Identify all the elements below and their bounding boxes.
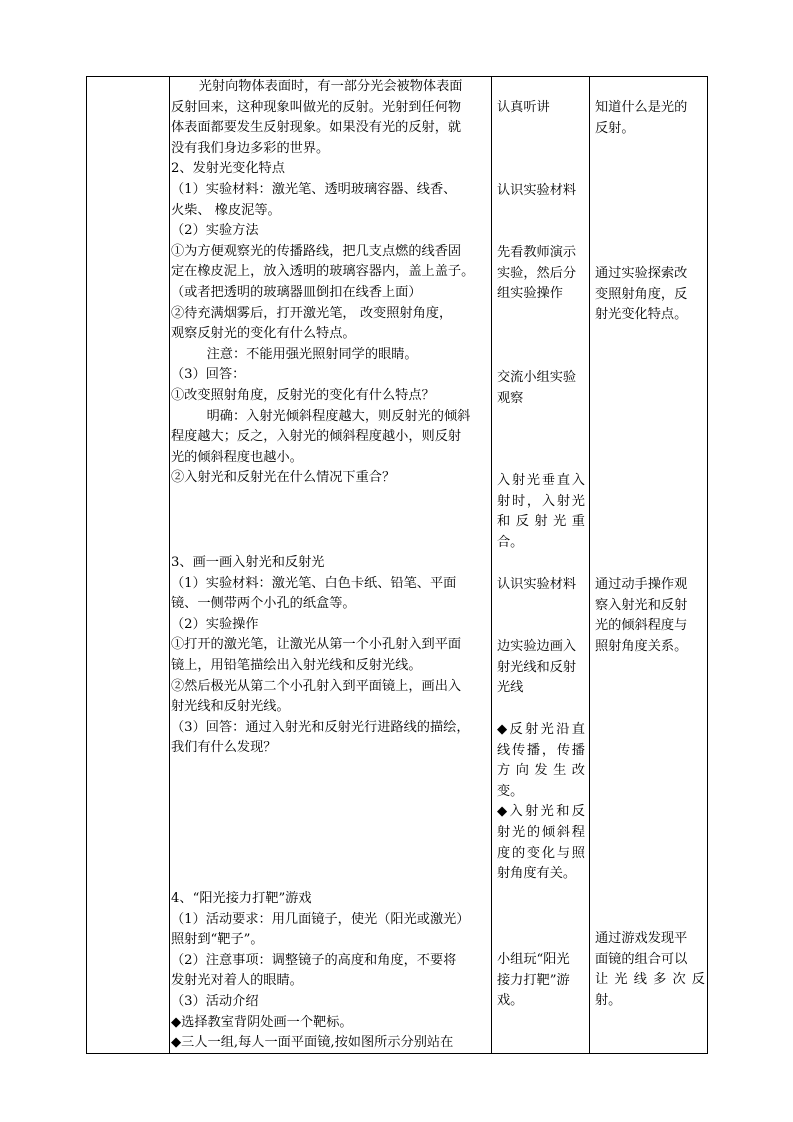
text-line: （3）回答：通过入射光和反射光行进路线的描绘， — [171, 719, 470, 735]
intent-text: 知道什么是光的 — [595, 100, 688, 115]
text-line: 明确：入射光倾斜程度越大，则反射光的倾斜 — [206, 408, 471, 424]
student-text: 射光的倾斜程 — [497, 824, 585, 840]
intent-text: 通过游戏发现平 — [595, 931, 688, 946]
text-line: （或者把透明的玻璃器皿倒扣在线香上面） — [171, 284, 422, 300]
text-line: 照射到“靶子”。 — [171, 932, 264, 948]
text-line: 镜上，用铅笔描绘出入射光线和反射光线。 — [171, 657, 422, 673]
student-text: 认识实验材料 — [497, 183, 577, 198]
question-line: ①改变照射角度，反射光的变化有什么特点？ — [171, 387, 435, 403]
intent-text: 反射。 — [595, 120, 635, 136]
text-line: 定在橡皮泥上，放入透明的玻璃容器内，盖上盖子。 — [171, 264, 475, 280]
text-line: 程度越大；反之，入射光的倾斜程度越小，则反射 — [171, 429, 462, 445]
student-text: 变。 — [497, 783, 524, 799]
note-line: 注意：不能用强光照射同学的眼睛。 — [206, 346, 418, 362]
text-line: ②然后极光从第二个小孔射入到平面镜上，画出入 — [171, 678, 462, 694]
intro-line: 光射向物体表面时，有一部分光会被物体表面 — [198, 79, 463, 94]
text-line: （2）注意事项：调整镜子的高度和角度，不要将 — [171, 952, 457, 968]
intent-text: 变照射角度，反 — [595, 286, 688, 302]
student-text: 认真听讲 — [497, 100, 550, 115]
text-line: （3）回答： — [171, 367, 246, 383]
section-title: 3、画一画入射光和反射光 — [171, 555, 325, 570]
student-text: 观察 — [497, 390, 524, 406]
text-line: （2）实验方法 — [171, 223, 259, 239]
intent-text: 通过实验探索改 — [595, 266, 688, 281]
text-line: 镜、一侧带两个小孔的纸盒等。 — [171, 596, 356, 612]
text-line: （1）活动要求：用几面镜子，使光（阳光或激光） — [171, 911, 470, 927]
section-title: 4、“阳光接力打靶”游戏 — [171, 891, 312, 906]
student-text: ◆入射光和反 — [497, 804, 585, 820]
text-line: 射光线和反射光线。 — [171, 699, 290, 715]
bullet-line: ◆选择教室背阴处画一个靶标。 — [171, 1014, 353, 1030]
student-text: 认识实验材料 — [497, 577, 577, 592]
text-line: 观察反射光的变化有什么特点。 — [171, 326, 356, 342]
student-text: ◆反射光沿直 — [497, 722, 585, 737]
student-text: 先看教师演示 — [497, 245, 577, 260]
student-text: 射时，入射光 — [497, 493, 585, 509]
student-text: 合。 — [497, 534, 524, 550]
intent-text: 射光变化特点。 — [595, 307, 688, 323]
bullet-line: ◆三人一组,每人一面平面镜,按如图所示分别站在 — [171, 1035, 454, 1051]
intent-text: 察入射光和反射 — [595, 597, 688, 613]
text-line: ①为方便观察光的传播路线，把几支点燃的线香固 — [171, 243, 462, 259]
text-line: 火柴、 橡皮泥等。 — [171, 202, 281, 218]
intro-line: 没有我们身边多彩的世界。 — [171, 140, 330, 156]
intent-text: 照射角度关系。 — [595, 638, 688, 654]
student-text: 射光线和反射 — [497, 659, 577, 675]
student-text: 射角度有关。 — [497, 866, 577, 882]
text-line: 发射光对着人的眼睛。 — [171, 973, 303, 989]
text-line: （1）实验材料：激光笔、白色卡纸、铅笔、平面 — [171, 575, 457, 591]
student-text: 度的变化与照 — [497, 845, 585, 861]
student-text: 入射光垂直入 — [497, 473, 585, 488]
empty-cell — [87, 77, 169, 1053]
student-text: 小组玩“阳光 — [497, 952, 570, 967]
intent-text: 让 光 线 多 次 反 — [595, 972, 705, 988]
column-divider — [169, 77, 170, 1053]
question-line: ②入射光和反射光在什么情况下重合？ — [171, 470, 396, 486]
column-divider — [589, 77, 590, 1053]
intro-line: 反射回来，这种现象叫做光的反射。光射到任何物 — [171, 99, 462, 115]
student-text: 接力打靶”游 — [497, 972, 570, 988]
intent-text: 面镜的组合可以 — [595, 951, 688, 967]
student-text: 实验，然后分 — [497, 265, 577, 281]
student-text: 线传播，传播 — [497, 742, 585, 758]
intent-text: 通过动手操作观 — [595, 577, 688, 592]
intent-text: 光的倾斜程度与 — [595, 618, 688, 634]
student-text: 光线 — [497, 680, 524, 696]
text-line: （1）实验材料：激光笔、透明玻璃容器、线香、 — [171, 181, 457, 197]
text-line: （2）实验操作 — [171, 616, 259, 632]
student-text: 方 向 发 生 改 — [497, 763, 585, 779]
student-text: 和 反 射 光 重 — [497, 514, 585, 530]
text-line: （3）活动介绍 — [171, 993, 259, 1009]
student-text: 戏。 — [497, 993, 524, 1009]
text-line: ②待充满烟雾后，打开激光笔， 改变照射角度， — [171, 305, 453, 321]
section-title: 2、发射光变化特点 — [171, 161, 285, 177]
student-text: 边实验边画入 — [497, 639, 577, 654]
intent-text: 射。 — [595, 992, 622, 1008]
text-line: 我们有什么发现？ — [171, 740, 277, 756]
text-line: ①打开的激光笔，让激光从第一个小孔射入到平面 — [171, 637, 462, 653]
student-text: 交流小组实验 — [497, 370, 577, 385]
text-line: 光的倾斜程度也越小。 — [171, 449, 303, 465]
student-text: 组实验操作 — [497, 286, 563, 302]
intro-line: 体表面都要发生反射现象。如果没有光的反射，就 — [171, 120, 462, 136]
lesson-table — [86, 76, 708, 1054]
